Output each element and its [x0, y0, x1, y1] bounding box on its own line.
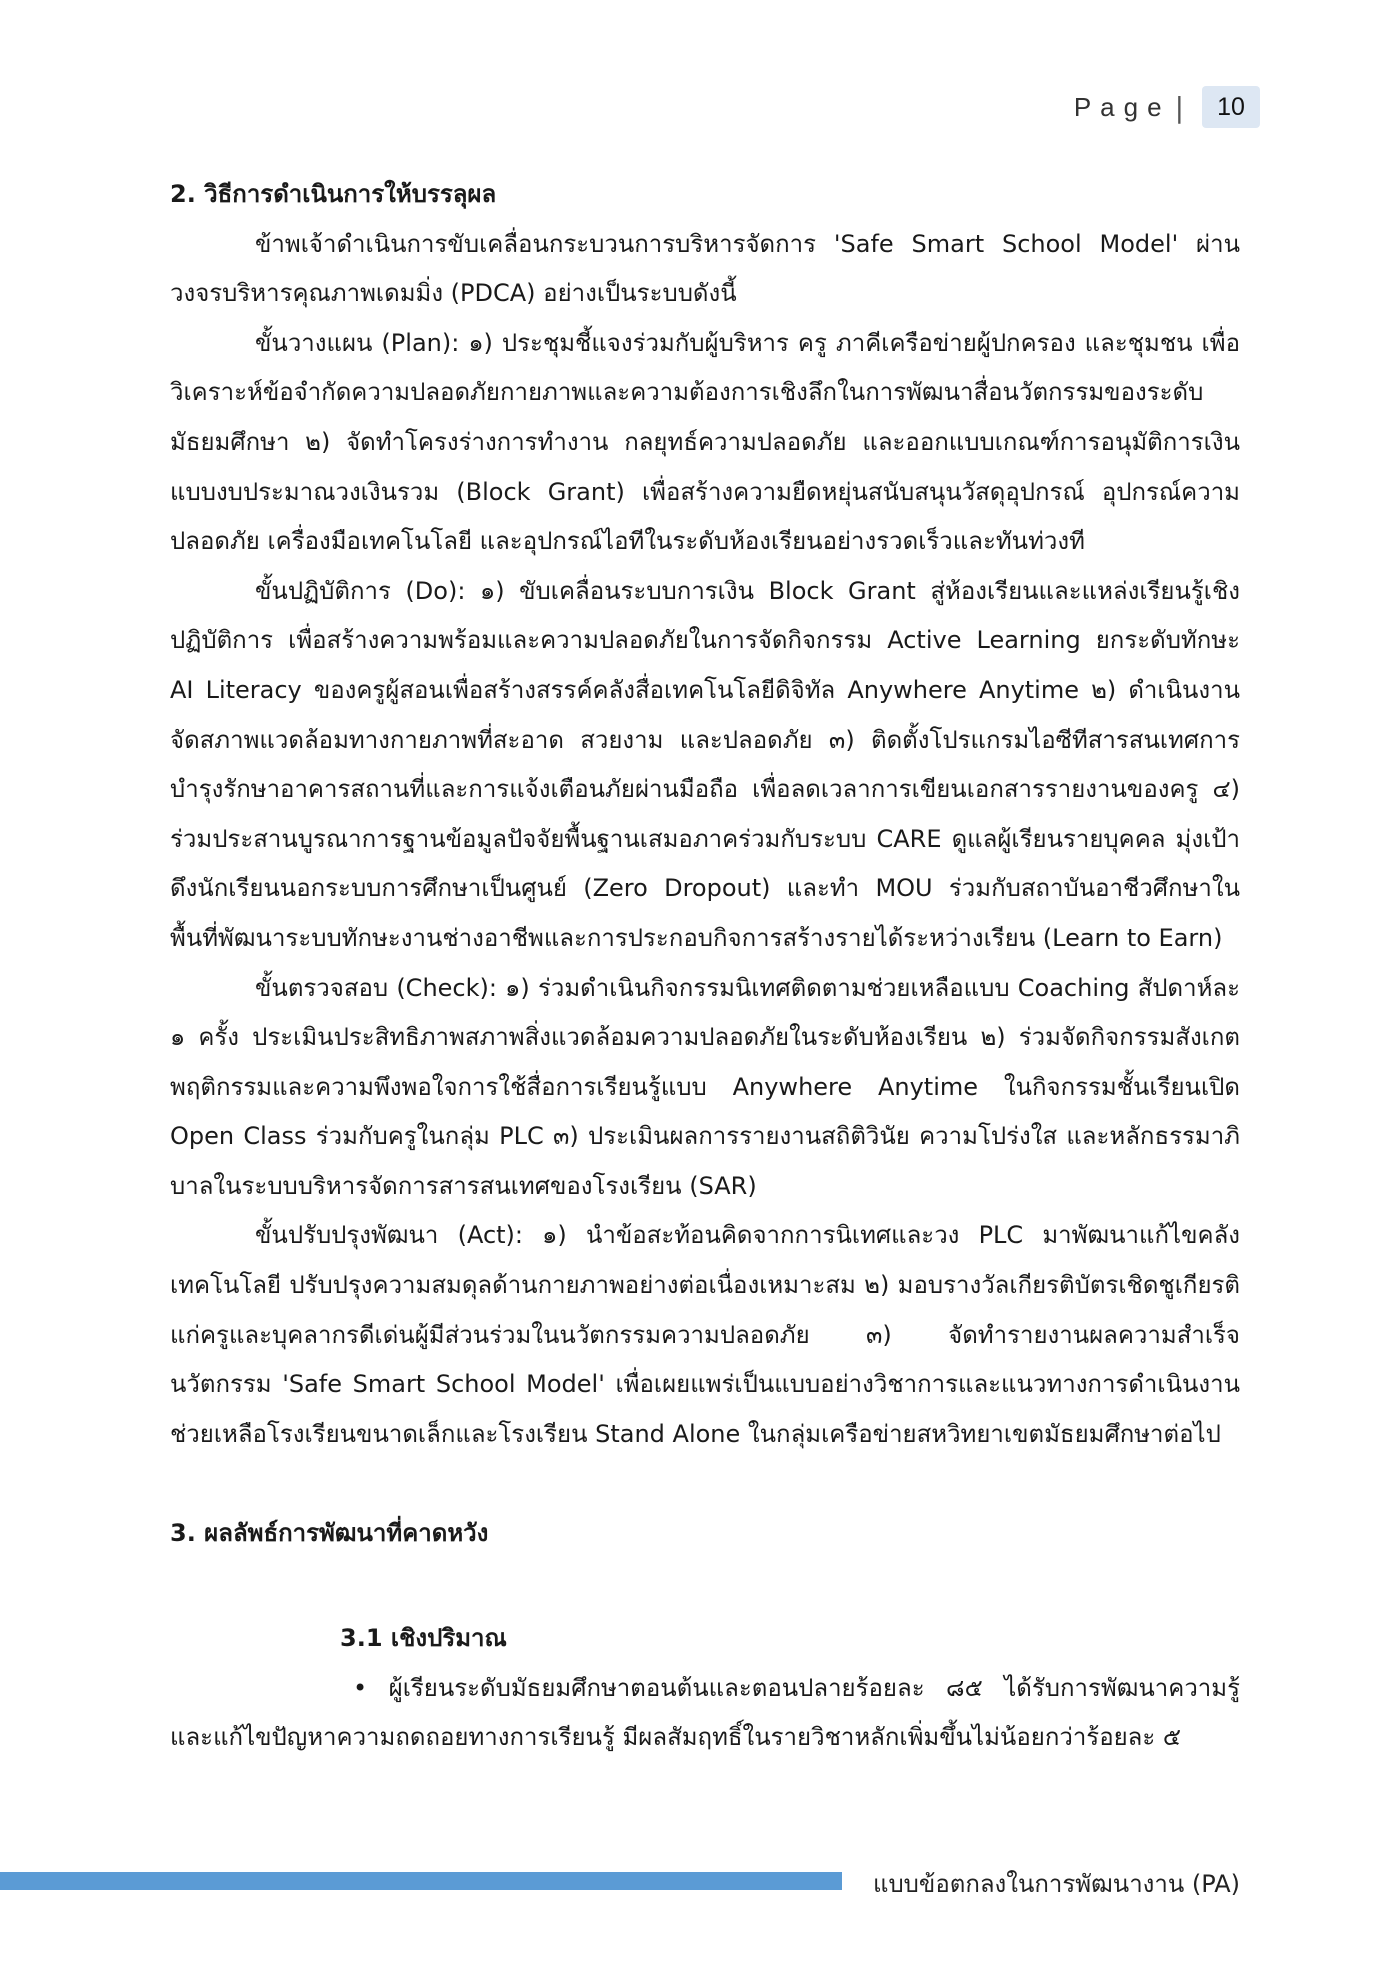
subsection-gap — [170, 1559, 1240, 1614]
section-2-intro-paragraph: ข้าพเจ้าดำเนินการขับเคลื่อนกระบวนการบริหารจัดการ 'Safe Smart School Model' ผ่านวงจรบริหารคุณภาพเดมมิ่ง (PDCA) อย่างเป็นระบบดังนี้ — [170, 229, 1240, 308]
page-number-badge: 10 — [1202, 86, 1260, 128]
footer-document-title: แบบข้อตกลงในการพัฒนางาน (PA) — [872, 1870, 1240, 1898]
section-2-heading: 2. วิธีการดำเนินการให้บรรลุผล — [170, 180, 497, 208]
footer-accent-bar — [0, 1872, 842, 1890]
page-label: Page — [1073, 91, 1171, 122]
quantitative-bullet-item: • ผู้เรียนระดับมัธยมศึกษาตอนต้นและตอนปลายร้อยละ ๘๕ ได้รับการพัฒนาความรู้และแก้ไขปัญหาความถดถอยทางการเรียนรู้ มีผลสัมฤทธิ์ในรายวิชาหลักเพิ่มขึ้นไม่น้อยกว่าร้อยละ ๕ — [170, 1673, 1240, 1752]
page-header — [1074, 86, 1260, 128]
plan-paragraph: ขั้นวางแผน (Plan): ๑) ประชุมชี้แจงร่วมกับผู้บริหาร ครู ภาคีเครือข่ายผู้ปกครอง และชุมชน เพื่อวิเคราะห์ข้อจำกัดความปลอดภัยกายภาพและความต้องการเชิงลึกในการพัฒนาสื่อนวัตกรรมของระดับมัธยมศึกษา ๒) จัดทำโครงร่างการทำงาน กลยุทธ์ความปลอดภัย และออกแบบเกณฑ์การอนุมัติการเงินแบบงบประมาณวงเงินรวม (Block Grant) เพื่อสร้างความยืดหยุ่นสนับสนุนวัสดุอุปกรณ์ อุปกรณ์ความปลอดภัย เครื่องมือเทคโนโลยี และอุปกรณ์ไอทีในระดับห้องเรียนอย่างรวดเร็วและทันท่วงที — [170, 328, 1240, 556]
document-body — [170, 170, 1240, 1763]
page-separator: | — [1174, 90, 1184, 124]
act-paragraph: ขั้นปรับปรุงพัฒนา (Act): ๑) นำข้อสะท้อนคิดจากการนิเทศและวง PLC มาพัฒนาแก้ไขคลังเทคโนโลยี ปรับปรุงความสมดุลด้านกายภาพอย่างต่อเนื่องเหมาะสม ๒) มอบรางวัลเกียรติบัตรเชิดชูเกียรติแก่ครูและบุคลากรดีเด่นผู้มีส่วนร่วมในนวัตกรรมความปลอดภัย ๓) จัดทำรายงานผลความสำเร็จนวัตกรรม 'Safe Smart School Model' เพื่อเผยแพร่เป็นแบบอย่างวิชาการและแนวทางการดำเนินงานช่วยเหลือโรงเรียนขนาดเล็กและโรงเรียน Stand Alone ในกลุ่มเครือข่ายสหวิทยาเขตมัธยมศึกษาต่อไป — [170, 1221, 1240, 1448]
section-3-heading: 3. ผลลัพธ์การพัฒนาที่คาดหวัง — [170, 1519, 489, 1548]
check-paragraph: ขั้นตรวจสอบ (Check): ๑) ร่วมดำเนินกิจกรรมนิเทศติดตามช่วยเหลือแบบ Coaching สัปดาห์ละ ๑ ครั้ง ประเมินประสิทธิภาพสภาพสิ่งแวดล้อมความปลอดภัยในระดับห้องเรียน ๒) ร่วมจัดกิจกรรมสังเกตพฤติกรรมและความพึงพอใจการใช้สื่อการเรียนรู้แบบ Anywhere Anytime ในกิจกรรมชั้นเรียนเปิด Open Class ร่วมกับครูในกลุ่ม PLC ๓) ประเมินผลการรายงานสถิติวินัย ความโปร่งใส และหลักธรรมาภิบาลในระบบบริหารจัดการสารสนเทศของโรงเรียน (SAR) — [170, 973, 1240, 1200]
section-gap — [170, 1459, 1240, 1509]
section-3-1-heading: 3.1 เชิงปริมาณ — [340, 1624, 507, 1653]
do-paragraph: ขั้นปฏิบัติการ (Do): ๑) ขับเคลื่อนระบบการเงิน Block Grant สู่ห้องเรียนและแหล่งเรียนรู้เชิงปฏิบัติการ เพื่อสร้างความพร้อมและความปลอดภัยในการจัดกิจกรรม Active Learning ยกระดับทักษะ AI Literacy ของครูผู้สอนเพื่อสร้างสรรค์คลังสื่อเทคโนโลยีดิจิทัล Anywhere Anytime ๒) ดำเนินงานจัดสภาพแวดล้อมทางกายภาพที่สะอาด สวยงาม และปลอดภัย ๓) ติดตั้งโปรแกรมไอซีทีสารสนเทศการบำรุงรักษาอาคารสถานที่และการแจ้งเตือนภัยผ่านมือถือ เพื่อลดเวลาการเขียนเอกสารรายงานของครู ๔) ร่วมประสานบูรณาการฐานข้อมูลปัจจัยพื้นฐานเสมอภาคร่วมกับระบบ CARE ดูแลผู้เรียนรายบุคคล มุ่งเป้าดึงนักเรียนนอกระบบการศึกษาเป็นศูนย์ (Zero Dropout) และทำ MOU ร่วมกับสถาบันอาชีวศึกษาในพื้นที่พัฒนาระบบทักษะงานช่างอาชีพและการประกอบกิจการสร้างรายได้ระหว่างเรียน (Learn to Earn) — [170, 576, 1240, 952]
